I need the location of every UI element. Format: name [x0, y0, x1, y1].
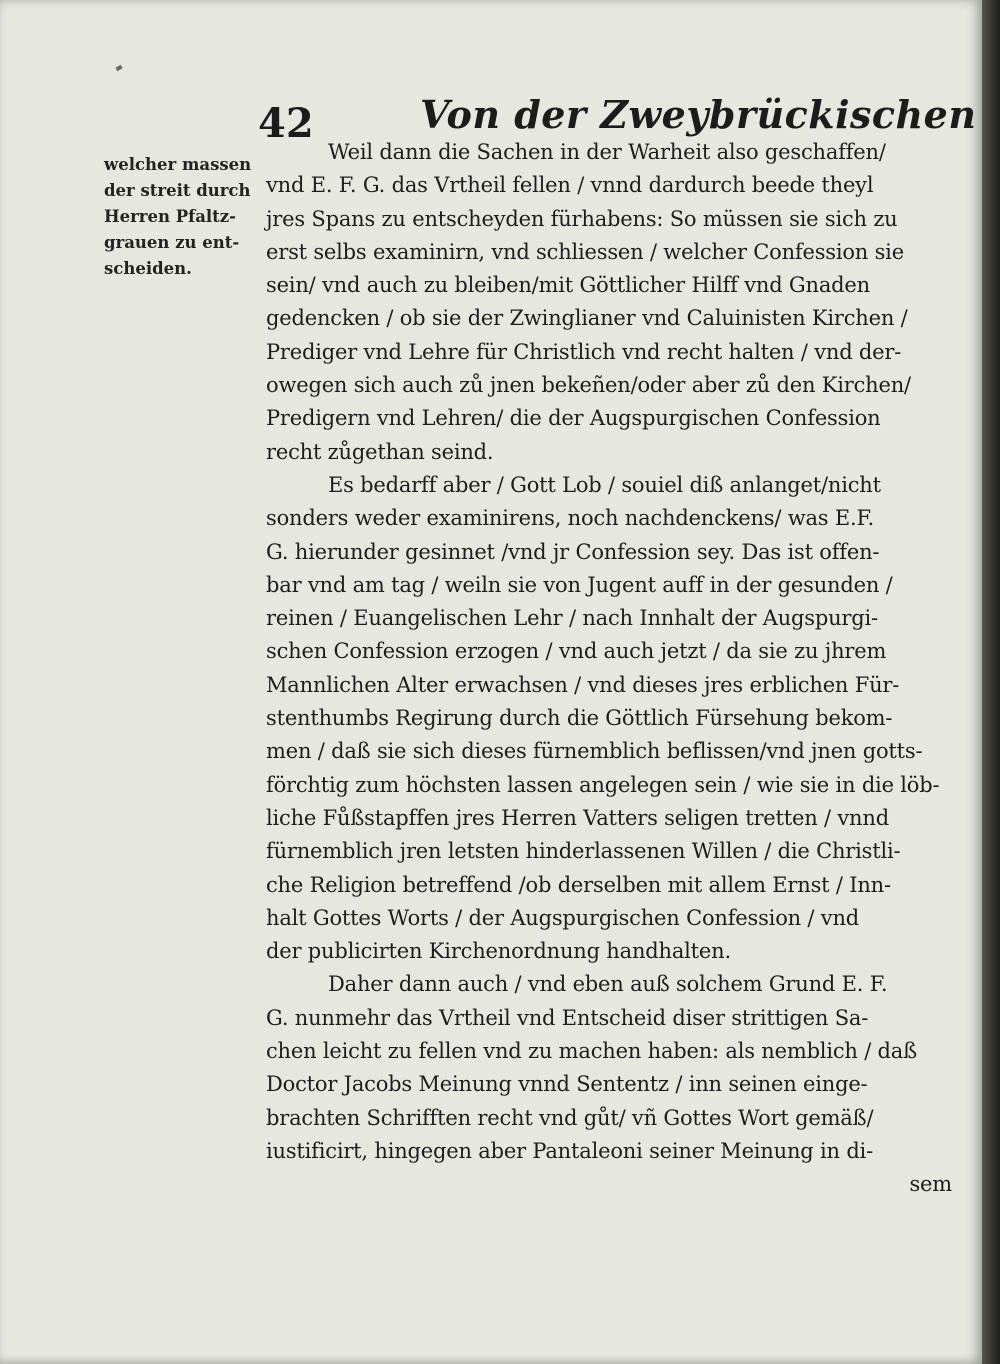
text-line: halt Gottes Worts / der Augspurgischen Confession / vnd [266, 905, 860, 930]
text-line: vnd E. F. G. das Vrtheil fellen / vnnd dardurch beede theyl [266, 173, 874, 198]
text-line: der publicirten Kirchenordnung handhalten. [266, 939, 731, 964]
margin-note-line: Herren Pfaltz- [104, 207, 237, 226]
text-line: stenthumbs Regirung durch die Göttlich Fürsehung bekom- [266, 706, 893, 731]
margin-note-line: der streit durch [104, 181, 251, 200]
text-line: owegen sich auch zů jnen bekeñen/oder aber zů den Kirchen/ [266, 373, 911, 398]
text-line: iustificirt, hingegen aber Pantaleoni seiner Meinung in di- [266, 1138, 873, 1163]
page-edge-shadow [982, 0, 1000, 1364]
text-line: schen Confession erzogen / vnd auch jetzt / da sie zu jhrem [266, 639, 887, 664]
ink-speck [115, 65, 122, 71]
text-line: che Religion betreffend /ob derselben mit allem Ernst / Inn- [266, 872, 891, 897]
text-line: gedencken / ob sie der Zwinglianer vnd Caluinisten Kirchen / [266, 306, 908, 331]
text-line: förchtig zum höchsten lassen angelegen sein / wie sie in die löb- [266, 772, 940, 797]
margin-note [104, 152, 260, 282]
paragraph [266, 136, 966, 469]
text-line: fürnemblich jren letsten hinderlassenen Willen / die Christli- [266, 839, 901, 864]
margin-note-line: grauen zu ent- [104, 233, 240, 252]
text-line: Mannlichen Alter erwachsen / vnd dieses jres erblichen Für- [266, 672, 900, 697]
text-line: sein/ vnd auch zu bleiben/mit Göttlicher Hilff vnd Gnaden [266, 273, 870, 298]
running-head: Von der Zweybrückischen [420, 92, 977, 137]
text-line: Prediger vnd Lehre für Christlich vnd recht halten / vnd der- [266, 339, 902, 364]
paragraph [266, 469, 966, 968]
text-line: reinen / Euangelischen Lehr / nach Innhalt der Augspurgi- [266, 606, 878, 631]
text-line: G. nunmehr das Vrtheil vnd Entscheid diser strittigen Sa- [266, 1005, 869, 1030]
text-line: liche Fůßstapffen jres Herren Vatters seligen tretten / vnnd [266, 805, 889, 830]
text-line: sonders weder examinirens, noch nachdenckens/ was E.F. [266, 506, 875, 531]
catchword: sem [909, 1172, 952, 1197]
text-line: brachten Schrifften recht vnd gůt/ vñ Gottes Wort gemäß/ [266, 1105, 874, 1130]
paragraph [266, 968, 966, 1168]
margin-note-line: scheiden. [104, 259, 192, 278]
margin-note-line: welcher massen [104, 155, 252, 174]
body-text [266, 136, 966, 1202]
text-line: Es bedarff aber / Gott Lob / souiel diß anlanget/nicht [328, 472, 881, 497]
text-line: men / daß sie sich dieses fürnemblich beflissen/vnd jnen gotts- [266, 739, 923, 764]
text-line: Predigern vnd Lehren/ die der Augspurgischen Confession [266, 406, 881, 431]
text-line: Weil dann die Sachen in der Warheit also geschaffen/ [328, 140, 886, 164]
text-line: chen leicht zu fellen vnd zu machen haben: als nemblich / daß [266, 1039, 917, 1064]
text-line: jres Spans zu entscheyden fürhabens: So müssen sie sich zu [266, 206, 898, 231]
text-line: erst selbs examinirn, vnd schliessen / welcher Confession sie [266, 239, 904, 264]
text-line: recht zůgethan seind. [266, 439, 494, 464]
text-line: bar vnd am tag / weiln sie von Jugent auff in der gesunden / [266, 572, 893, 597]
text-line: Daher dann auch / vnd eben auß solchem Grund E. F. [328, 972, 888, 997]
text-line: G. hierunder gesinnet /vnd jr Confession sey. Das ist offen- [266, 539, 880, 564]
text-line: Doctor Jacobs Meinung vnnd Sententz / inn seinen einge- [266, 1072, 868, 1097]
page-number: 42 [258, 100, 314, 147]
